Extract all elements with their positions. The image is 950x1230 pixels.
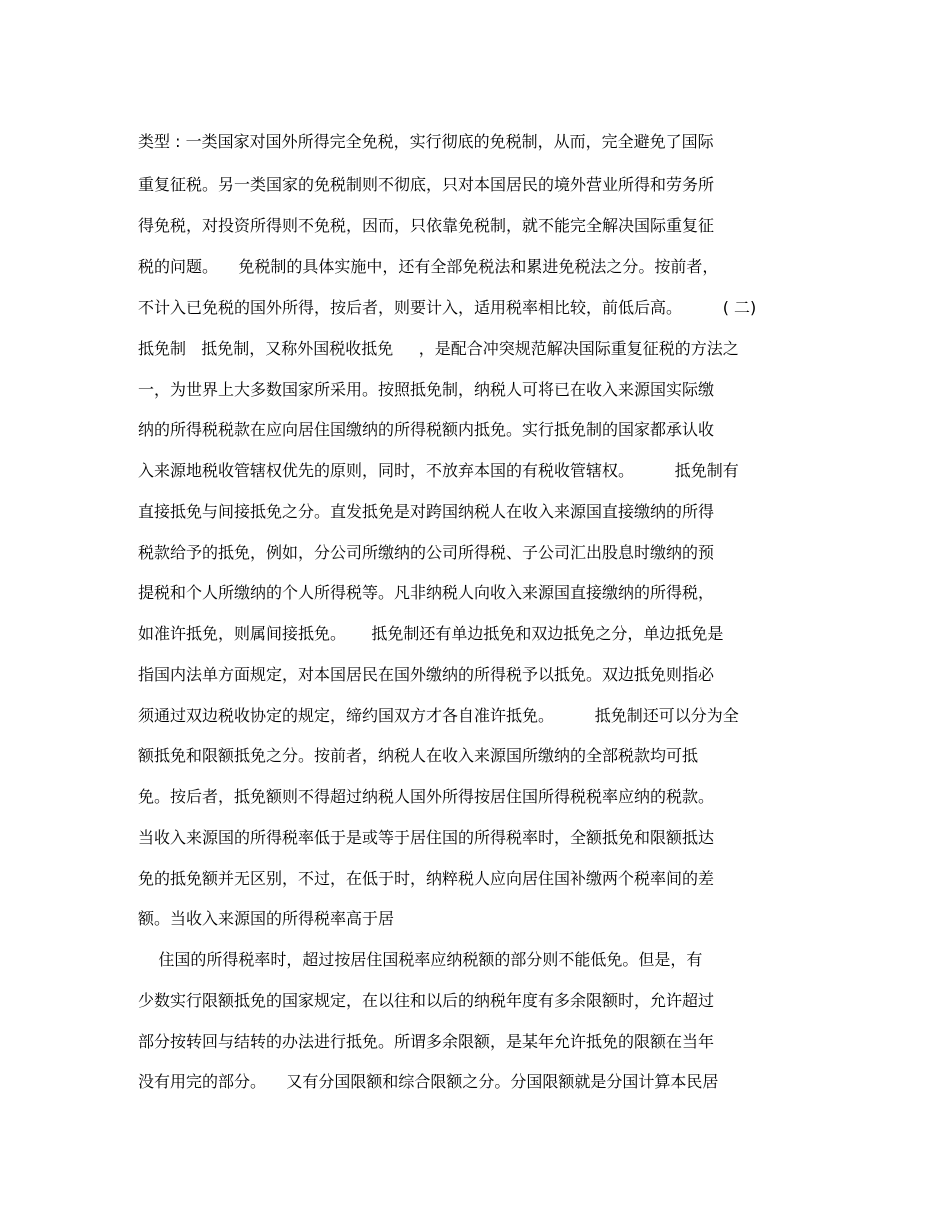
text-line: 入来源地税收管辖权优先的原则，同时，不放弃本国的有税收管辖权。 抵免制有 [138,461,739,480]
text-line: 类型 : 一类国家对国外所得完全免税，实行彻底的免税制，从而，完全避免了国际 [138,132,714,151]
text-line: 抵免制 抵免制，又称外国税收抵免 ，是配合冲突规范解决国际重复征税的方法之 [138,339,739,358]
text-line: 一，为世界上大多数国家所采用。按照抵免制，纳税人可将已在收入来源国实际缴 [138,380,715,399]
text-line: 当收入来源国的所得税率低于是或等于居住国的所得税率时，全额抵免和限额抵达 [138,828,715,847]
text-line: 额。当收入来源国的所得税率高于居 [138,909,395,928]
text-line: 住国的所得税率时，超过按居住国税率应纳税额的部分则不能低免。但是，有 [138,950,703,969]
text-line: 重复征税。另一类国家的免税制则不彻底，只对本国居民的境外营业所得和劳务所 [138,175,715,194]
text-line: 纳的所得税税款在应向居住国缴纳的所得税额内抵免。实行抵免制的国家都承认收 [138,420,715,439]
text-line: 指国内法单方面规定，对本国居民在国外缴纳的所得税予以抵免。双边抵免则指必 [138,665,715,684]
text-line: 额抵免和限额抵免之分。按前者，纳税人在收入来源国所缴纳的全部税款均可抵 [138,746,699,765]
text-line: 税款给予的抵免，例如，分公司所缴纳的公司所得税、子公司汇出股息时缴纳的预 [138,543,715,562]
text-line: 部分按转回与结转的办法进行抵免。所谓多余限额，是某年允许抵免的限额在当年 [138,1032,715,1051]
text-line: 得免税，对投资所得则不免税，因而，只依靠免税制，就不能完全解决国际重复征 [138,216,715,235]
text-line: 没有用完的部分。 又有分国限额和综合限额之分。分国限额就是分国计算本民居 [138,1072,719,1091]
text-line: 提税和个人所缴纳的个人所得税等。凡非纳税人向收入来源国直接缴纳的所得税， [138,583,715,602]
text-line: 直接抵免与间接抵免之分。直发抵免是对跨国纳税人在收入来源国直接缴纳的所得 [138,502,715,521]
text-line: 免。按后者，抵免额则不得超过纳税人国外所得按居住国所得税税率应纳的税款。 [138,787,715,806]
text-line: 不计入已免税的国外所得，按后者，则要计入，适用税率相比较，前低后高。 ( 二) [138,298,757,317]
text-line: 税的问题。 免税制的具体实施中，还有全部免税法和累进免税法之分。按前者， [138,257,719,276]
text-line: 少数实行限额抵免的国家规定，在以往和以后的纳税年度有多余限额时，允许超过 [138,991,715,1010]
text-line: 如准许抵免，则属间接抵免。 抵免制还有单边抵免和双边抵免之分，单边抵免是 [138,624,724,643]
text-line: 须通过双边税收协定的规定，缔约国双方才各自准许抵免。 抵免制还可以分为全 [138,706,739,725]
text-line: 免的抵免额并无区别，不过，在低于时，纳粹税人应向居住国补缴两个税率间的差 [138,869,715,888]
